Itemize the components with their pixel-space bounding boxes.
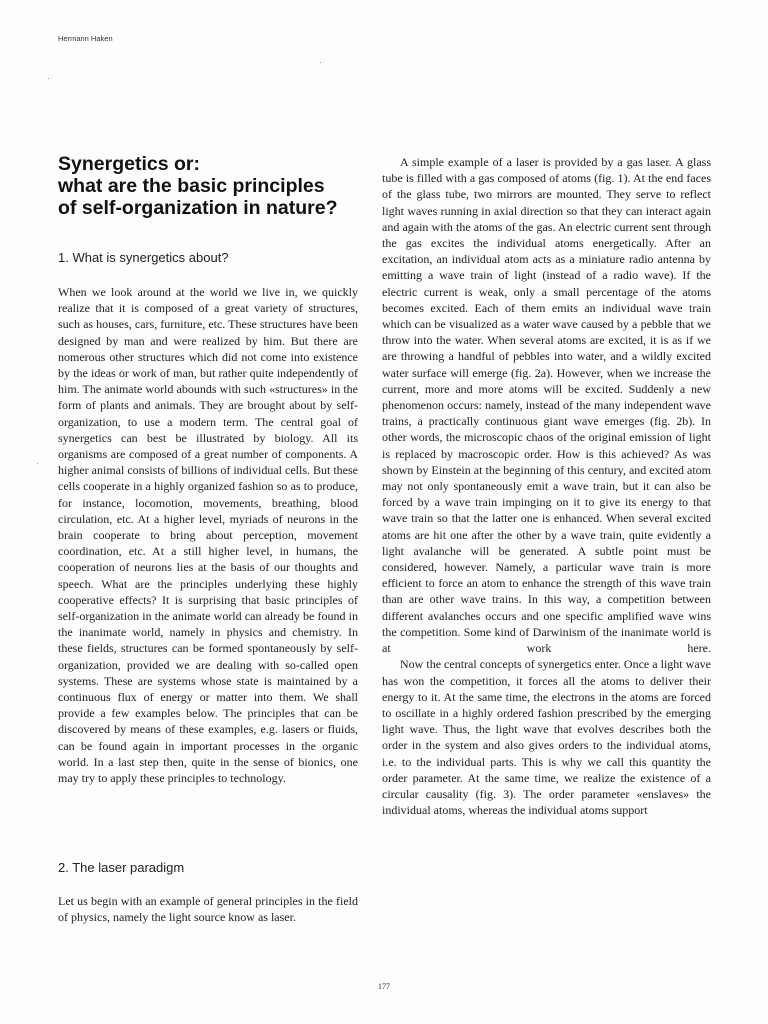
section-1-heading: 1. What is synergetics about? [58,250,229,265]
scan-speck [37,463,38,464]
section-1-paragraph: When we look around at the world we live in, we quickly realize that it is composed of a great variety of structures, such as houses, cars, furniture, etc. These structures have been designed by man and were realized by him. But there are nomerous other structures which did not come into existence by the ideas or work of man, but rather quite independently of him. The animate world abounds with such «structures» in the form of plants and animals. They are brought about by self-organization, to use a modern term. The central goal of synergetics can best be illustrated by biology. All its organisms are composed of a great number of components. A higher animal consists of billions of individual cells. But these cells cooperate in a highly organized fashion so as to produce, for instance, locomotion, movements, breathing, blood circulation, etc. At a higher level, myriads of neurons in the brain cooperate to bring about perception, movement coordination, etc. At a still higher level, in humans, the cooperation of neurons lies at the basis of our thoughts and speech. What are the principles underlying these highly cooperative effects? It is surprising that basic principles of self-organization in the animate world can already be found in the inanimate world, namely in physics and chemistry. In these fields, structures can be formed spontaneously by self-organization, provided we are dealing with so-called open systems. These are systems whose state is maintained by a continuous flux of energy or matter into them. We shall provide a few examples below. The principles that can be discovered by means of these examples, e.g. lasers or fluids, can be found again in important processes in the organic world. In a last step then, quite in the sense of bionics, one may try to apply these principles to technology. [58,285,358,786]
section-2-paragraph: Let us begin with an example of general principles in the field of physics, namely the light source know as laser. [58,894,358,925]
page-number: 177 [378,982,390,991]
scan-speck [48,78,49,79]
section-2-body [58,893,358,925]
article-title-line-3: of self-organization in nature? [58,197,338,219]
scan-speck [320,62,321,63]
section-2-heading: 2. The laser paradigm [58,860,185,875]
laser-example-paragraph: A simple example of a laser is provided by a gas laser. A glass tube is filled with a gas composed of atoms (fig. 1). At the end faces of the glass tube, two mirrors are mounted. They serve to reflect light waves running in axial direction so that they can interact again and again with the atoms of the gas. An electric current sent through the gas excites the individual atoms energetically. After an excitation, an individual atom acts as a miniature radio antenna by emitting a wave train of light (instead of a radio wave). If the electric current is weak, only a small percentage of the atoms becomes excited. Each of them emits an individual wave train which can be visualized as a water wave caused by a pebble that we throw into the water. When several atoms are excited, it is as if we are throwing a handful of pebbles into water, and a wildly excited water surface will emerge (fig. 2a). However, when we increase the current, more and more atoms will be excited. Suddenly a new phenomenon occurs: namely, instead of the many independent wave trains, a practically continuous giant wave emerges (fig. 2b). In other words, the microscopic chaos of the original emission of light is replaced by macroscopic order. How is this achieved? As was shown by Einstein at the beginning of this century, and excited atom may not only spontaneously emit a wave train, but it can also be forced by a wave train impinging on it to give its energy to that wave train so that the latter one is enhanced. When several excited atoms are hit one after the other by a wave train, quite evidently a light avalanche will be generated. A subtle point must be considered, however. Namely, a particular wave train is more efficient to force an atom to enhance the strength of this wave train than are other wave trains. In this way, a competition between different avalanches occurs and one specific amplified wave wins the competition. Some kind of Darwinism of the inanimate world is at work here. [382,155,711,656]
order-parameter-paragraph: Now the central concepts of synergetics enter. Once a light wave has won the competition, it forces all the atoms to deliver their energy to it. At the same time, the electrons in the atoms are forced to oscillate in a highly ordered fashion prescribed by the emerging light wave. Thus, the light wave that evolves describes both the order in the system and also gives orders to the individual atoms, i.e. to the individual parts. This is why we call this quantity the order parameter. At the same time, we realize the existence of a circular causality (fig. 3). The order parameter «enslaves» the individual atoms, whereas the individual atoms support [382,657,711,818]
article-title-line-2: what are the basic principles [58,175,325,197]
article-title [58,153,368,219]
right-column [382,154,711,818]
running-head: Hermann Haken [58,34,113,43]
section-1-body [58,284,358,786]
article-title-line-1: Synergetics or: [58,153,200,175]
